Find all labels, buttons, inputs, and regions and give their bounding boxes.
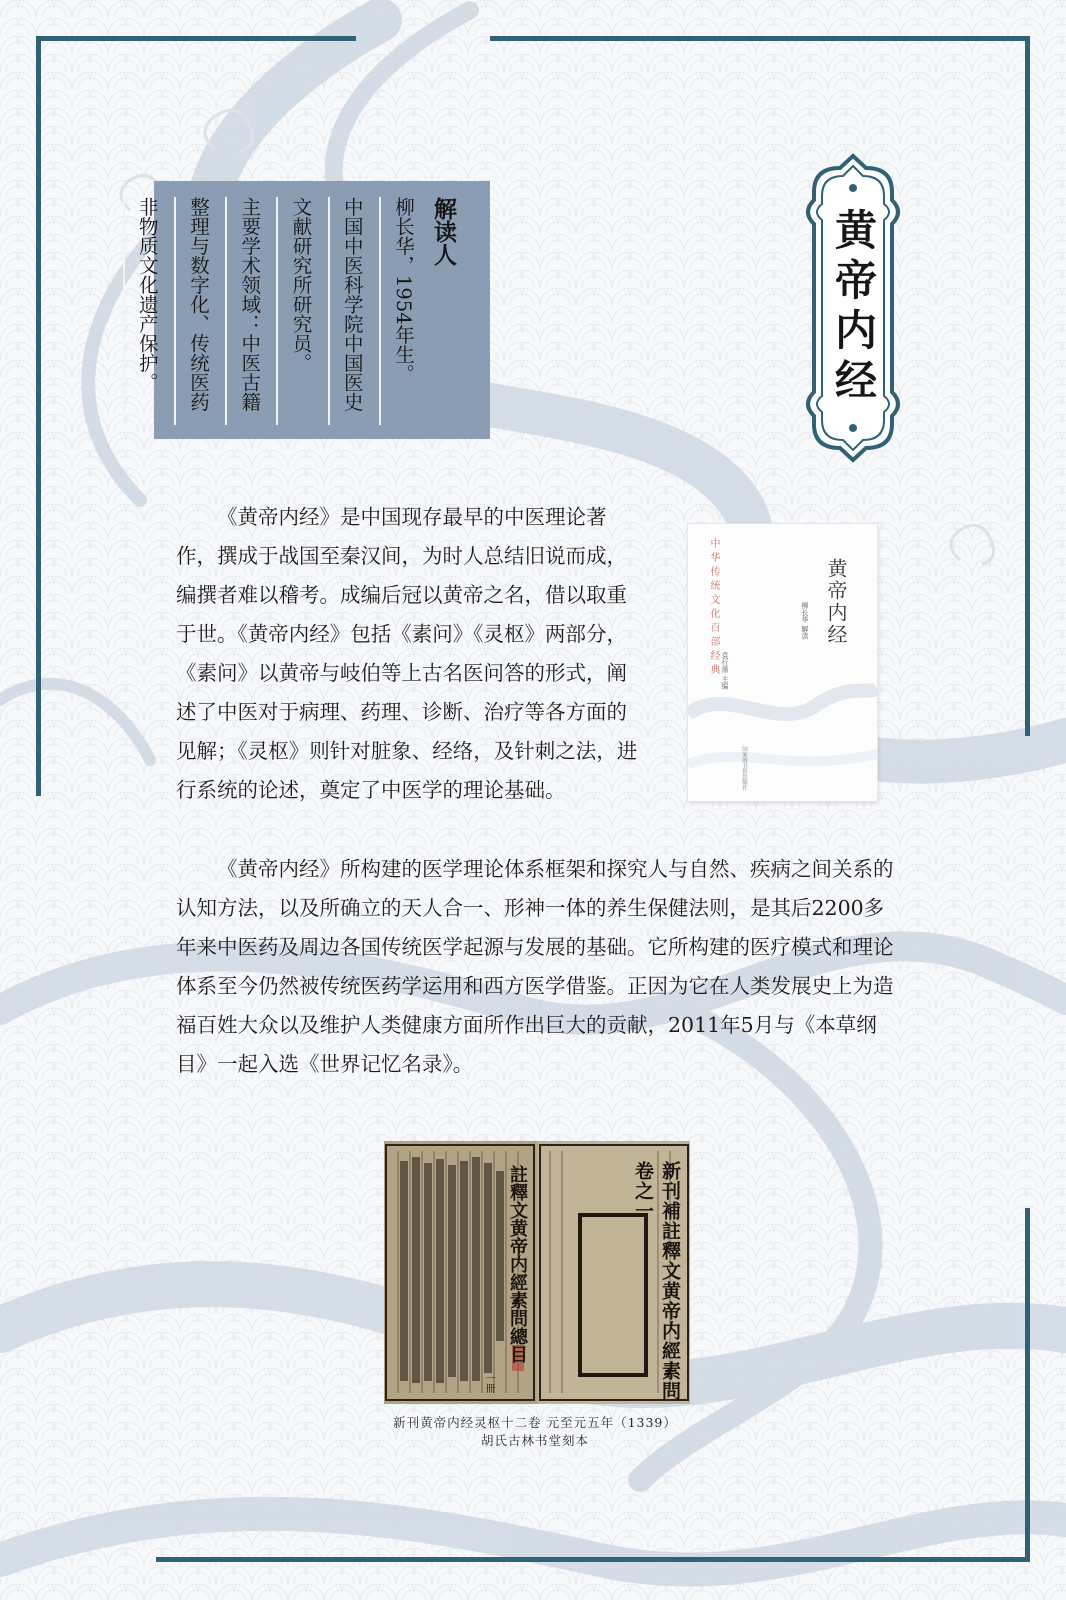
cover-series: 中华传统文化百部经典: [708, 538, 719, 678]
reader-line: 主要学术领域：中医古籍: [225, 197, 264, 425]
paragraph-text: 《黄帝内经》是中国现存最早的中医理论著作，撰成于战国至秦汉间，为时人总结旧说而成，编撰者难以稽考。成编后冠以黄帝之名，借以取重于世。《黄帝内经》包括《素问》《灵枢》两部分，《素问》以黄帝与岐伯等上古名医问答的形式，阐述了中医对于病理、药理、诊断、治疗等各方面的见解；《灵枢》则针对脏象、经络，及针刺之法，进行系统的论述，奠定了中医学的理论基础。: [176, 505, 638, 802]
print-volume-mark: 一冊: [483, 1373, 494, 1393]
reader-line: 柳长华，1954年生。: [379, 197, 418, 425]
image-caption: [340, 1414, 730, 1450]
caption-line-1: 新刊黄帝内经灵枢十二卷 元至元五年（1339）: [393, 1415, 677, 1430]
frame-top-left: [36, 36, 356, 41]
print-right-title: 新刊補註釋文黄帝内經素問卷之一: [632, 1161, 681, 1401]
reader-line: 非物质文化遗产保护。: [123, 197, 162, 425]
body-paragraph-2: [176, 850, 900, 1084]
reader-line: 中国中医科学院中国医史: [328, 197, 367, 425]
frame-bottom: [156, 1557, 1030, 1562]
page-title: 黄帝内经: [829, 208, 878, 408]
ancient-print-image: [384, 1141, 690, 1404]
frame-right-upper: [1025, 36, 1030, 736]
frame-right-lower: [1025, 1208, 1030, 1562]
book-cover-image: [688, 524, 877, 801]
cover-author: 柳长华 解读: [801, 602, 809, 640]
cover-editor: 袁行霈 主编: [721, 652, 729, 690]
cover-publisher: 国家图书馆出版社: [741, 746, 747, 790]
print-left-title: 註釋文黄帝内經素問總目: [507, 1165, 528, 1363]
reader-line: 文献研究所研究员。: [276, 197, 315, 425]
cover-title: 黄帝内经: [824, 558, 848, 646]
reader-line: 整理与数字化、传统医药: [174, 197, 213, 425]
reader-box: [135, 181, 490, 439]
caption-line-2: 胡氏古林书堂刻本: [480, 1433, 589, 1448]
reader-heading: 解读人: [430, 197, 457, 266]
paragraph-text: 《黄帝内经》所构建的医学理论体系框架和探究人与自然、疾病之间关系的认知方法，以及所确立的天人合一、形神一体的养生保健法则，是其后2200多年来中医药及周边各国传统医学起源与发展的基础。它所构建的医疗模式和理论体系至今仍然被传统医药学运用和西方医学借鉴。正因为它在人类发展史上为造福百姓大众以及维护人类健康方面所作出巨大的贡献，2011年5月与《本草纲目》一起入选《世界记忆名录》。: [176, 857, 894, 1076]
body-paragraph-1: [176, 498, 644, 810]
frame-top-right: [490, 36, 1030, 41]
frame-left: [36, 36, 41, 796]
reader-columns: [111, 197, 469, 425]
title-plaque: [800, 152, 906, 464]
